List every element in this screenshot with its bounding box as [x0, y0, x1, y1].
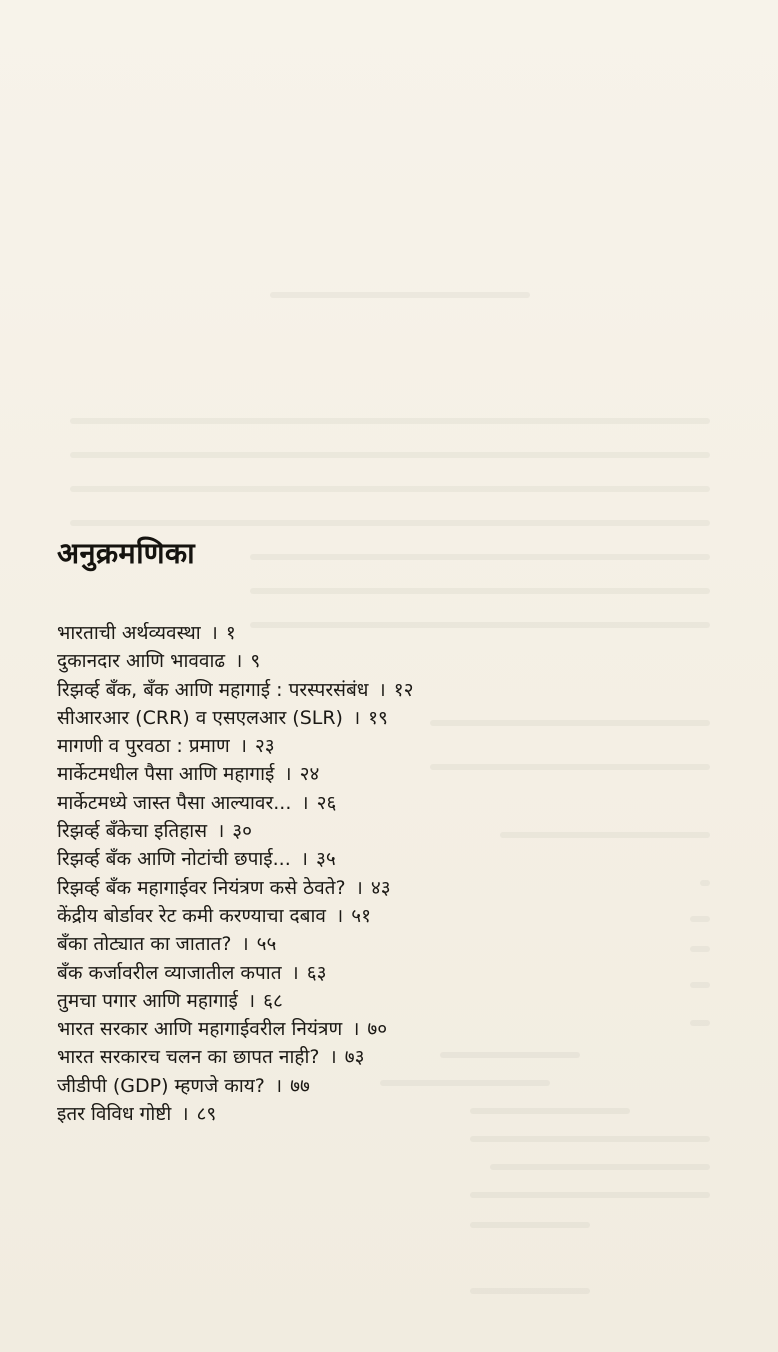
toc-entry-label: तुमचा पगार आणि महागाई — [57, 989, 238, 1012]
toc-entry-page-number: २४ — [299, 763, 320, 786]
toc-entry-page-number: १२ — [393, 678, 414, 701]
toc-entry — [57, 987, 413, 1015]
toc-list — [57, 619, 413, 1128]
toc-entry — [57, 760, 413, 788]
toc-entry-separator: । — [335, 904, 344, 927]
toc-entry-label: रिझर्व्ह बँक महागाईवर नियंत्रण कसे ठेवते? — [57, 876, 346, 899]
toc-entry-separator: । — [210, 622, 218, 644]
toc-entry-page-number: ७३ — [344, 1046, 365, 1069]
toc-entry-page-number: ५१ — [351, 904, 371, 927]
toc-entry — [57, 845, 413, 873]
toc-entry — [57, 1100, 413, 1128]
toc-entry-label: रिझर्व्ह बँक आणि नोटांची छपाई... — [57, 848, 291, 871]
toc-entry-separator: । — [241, 933, 249, 956]
toc-entry-separator: । — [181, 1103, 189, 1126]
toc-entry-label: मागणी व पुरवठा : प्रमाण — [57, 735, 230, 758]
toc-entry — [57, 647, 413, 675]
toc-entry-separator: । — [352, 1018, 360, 1041]
toc-entry-label: भारताची अर्थव्यवस्था — [57, 622, 201, 644]
toc-entry — [57, 732, 413, 760]
page-title: अनुक्रमणिका — [57, 536, 195, 570]
toc-entry — [57, 959, 413, 987]
toc-entry-label: रिझर्व्ह बँक, बँक आणि महागाई : परस्परसंबंध — [57, 678, 369, 701]
toc-entry-separator: । — [301, 791, 309, 814]
toc-entry-label: केंद्रीय बोर्डावर रेट कमी करण्याचा दबाव — [57, 904, 326, 927]
toc-entry-page-number: ४३ — [370, 876, 391, 899]
toc-entry — [57, 902, 413, 930]
toc-entry — [57, 619, 413, 647]
toc-entry-separator: । — [274, 1074, 283, 1097]
toc-entry-separator: । — [247, 989, 256, 1012]
toc-entry-page-number: ९ — [250, 650, 261, 673]
toc-entry-separator: । — [352, 706, 361, 729]
toc-entry-page-number: ३५ — [315, 848, 336, 871]
toc-entry-label: सीआरआर (CRR) व एसएलआर (SLR) — [57, 706, 343, 729]
toc-entry-label: मार्केटमध्ये जास्त पैसा आल्यावर... — [57, 791, 292, 814]
toc-entry-page-number: ५५ — [256, 933, 277, 956]
toc-entry — [57, 789, 413, 817]
toc-entry-label: जीडीपी (GDP) म्हणजे काय? — [57, 1074, 265, 1097]
toc-entry-page-number: २३ — [254, 735, 275, 758]
toc-entry-page-number: ७७ — [290, 1074, 310, 1097]
toc-entry — [57, 1043, 413, 1071]
toc-entry-separator: । — [378, 678, 386, 701]
toc-entry-separator: । — [235, 650, 243, 673]
toc-entry-label: बँक कर्जावरील व्याजातील कपात — [57, 961, 282, 984]
toc-entry-label: भारत सरकारच चलन का छापत नाही? — [57, 1046, 320, 1069]
toc-entry-page-number: ६८ — [263, 989, 283, 1012]
toc-entry-page-number: ३० — [232, 820, 253, 843]
toc-entry-page-number: २६ — [316, 791, 337, 814]
toc-entry-label: बँका तोट्यात का जातात? — [57, 933, 232, 956]
toc-entry — [57, 1072, 413, 1100]
toc-entry-label: इतर विविध गोष्टी — [57, 1103, 172, 1126]
toc-entry — [57, 676, 413, 704]
toc-entry-separator: । — [291, 961, 299, 984]
toc-entry-separator: । — [284, 763, 292, 786]
toc-entry-label: रिझर्व्ह बँकेचा इतिहास — [57, 820, 208, 843]
toc-entry — [57, 874, 413, 902]
toc-entry-separator: । — [239, 735, 247, 758]
toc-entry-separator: । — [329, 1046, 337, 1069]
toc-entry-label: मार्केटमधील पैसा आणि महागाई — [57, 763, 275, 786]
toc-entry-separator: । — [300, 848, 308, 871]
toc-entry-page-number: ७० — [367, 1018, 388, 1041]
toc-entry — [57, 1015, 413, 1043]
toc-entry-page-number: १९ — [368, 706, 388, 729]
toc-entry — [57, 817, 413, 845]
toc-entry — [57, 930, 413, 958]
toc-entry — [57, 704, 413, 732]
toc-entry-label: दुकानदार आणि भाववाढ — [57, 650, 226, 673]
toc-entry-separator: । — [355, 876, 363, 899]
toc-entry-label: भारत सरकार आणि महागाईवरील नियंत्रण — [57, 1018, 343, 1041]
toc-entry-page-number: १ — [225, 622, 236, 644]
toc-entry-page-number: ८९ — [196, 1103, 217, 1126]
toc-entry-separator: । — [217, 820, 225, 843]
toc-entry-page-number: ६३ — [306, 961, 327, 984]
